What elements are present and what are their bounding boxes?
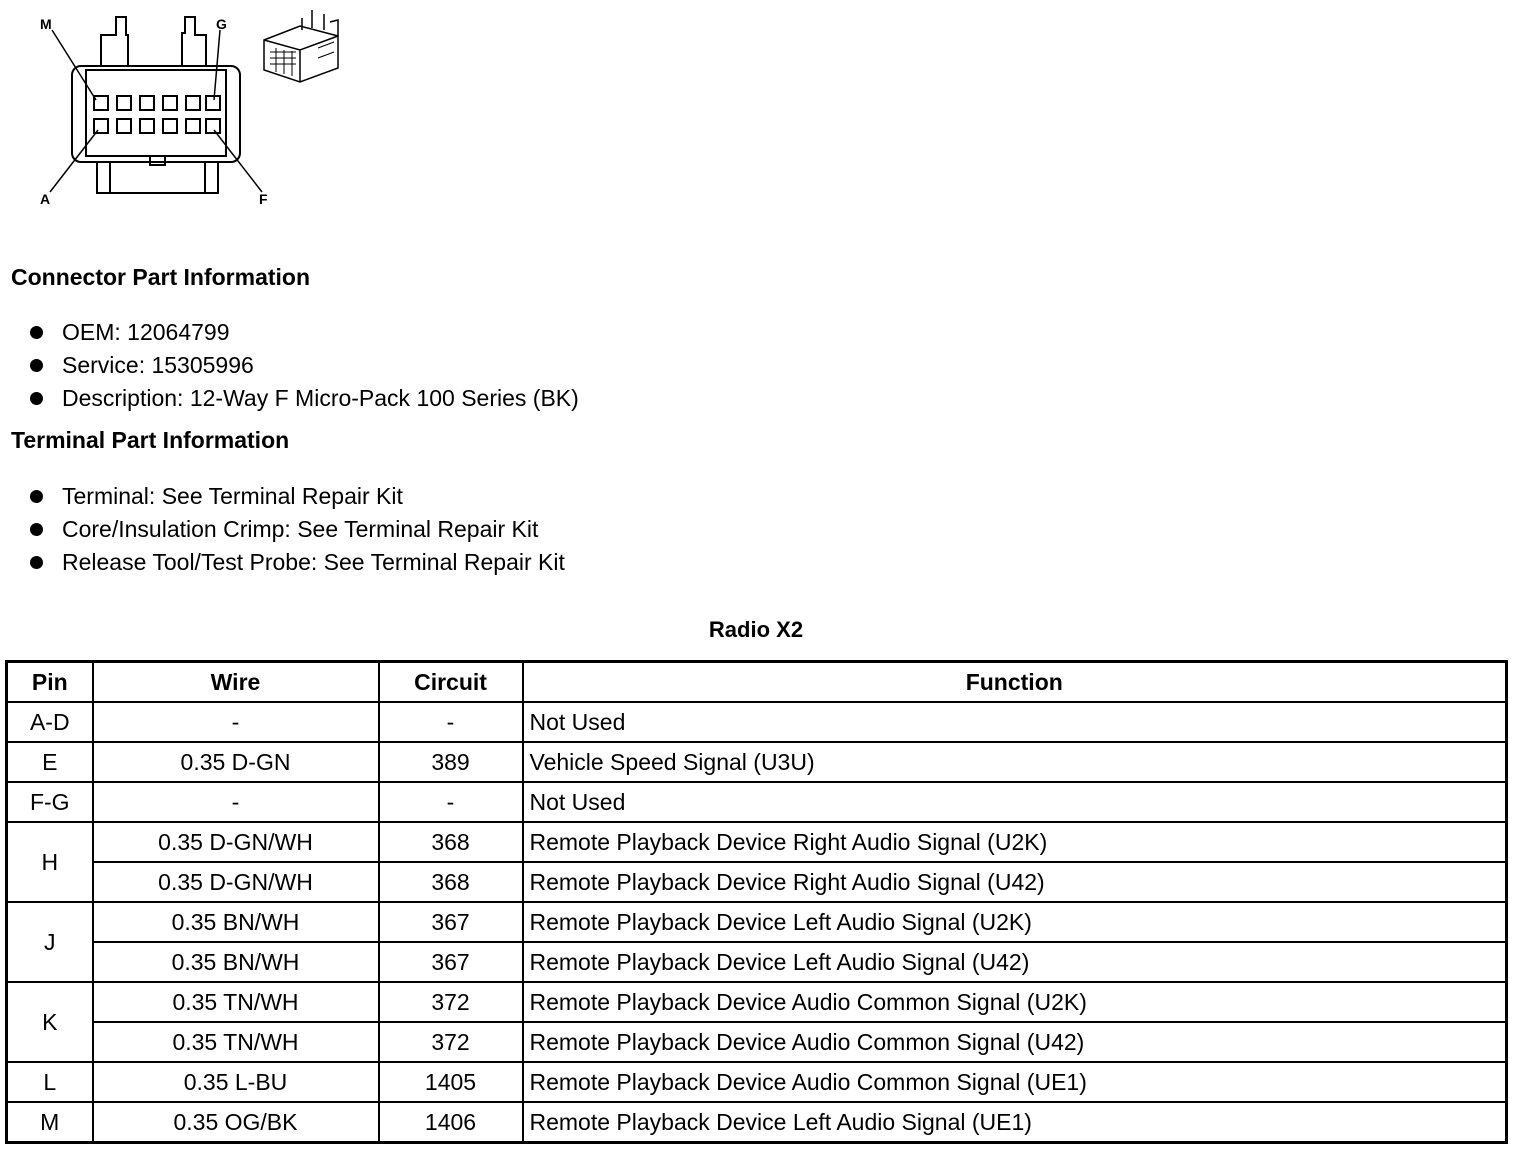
table-row [7,1102,1507,1143]
cell-pin: L [7,1062,93,1102]
cell-function: Remote Playback Device Left Audio Signal (UE1) [523,1102,1507,1143]
table-row [7,942,1507,982]
connector-section-title: Connector Part Information [11,264,311,290]
connector-diagram [0,0,380,225]
table-row [7,902,1507,942]
cell-circuit: 367 [379,942,523,982]
cell-function: Not Used [523,782,1507,822]
list-item: Core/Insulation Crimp: See Terminal Repair Kit [28,513,565,546]
table-title: Radio X2 [708,617,804,642]
cell-function: Vehicle Speed Signal (U3U) [523,742,1507,782]
header-function: Function [523,662,1507,703]
connector-isometric-view [264,10,338,82]
table-row [7,702,1507,742]
cell-function: Remote Playback Device Audio Common Signal (UE1) [523,1062,1507,1102]
cell-pin: J [7,902,93,982]
pin-cavities [94,96,220,133]
cell-circuit: 389 [379,742,523,782]
table-row [7,742,1507,782]
cell-pin: H [7,822,93,902]
list-item: Description: 12-Way F Micro-Pack 100 Series (BK) [28,382,579,415]
cell-wire: 0.35 TN/WH [93,1022,379,1062]
header-pin: Pin [7,662,93,703]
cell-pin: E [7,742,93,782]
pin-label-f: F [259,191,268,207]
bullet-icon [30,490,43,503]
pin-label-g: G [216,16,227,32]
table-row [7,1062,1507,1102]
cell-wire: 0.35 D-GN [93,742,379,782]
cell-circuit: - [379,702,523,742]
terminal-info-list [28,480,565,579]
list-item: Service: 15305996 [28,349,579,382]
table-row [7,1022,1507,1062]
bullet-icon [30,556,43,569]
cell-function: Remote Playback Device Right Audio Signal (U42) [523,862,1507,902]
cell-function: Remote Playback Device Audio Common Signal (U2K) [523,982,1507,1022]
list-item: Terminal: See Terminal Repair Kit [28,480,565,513]
pin-label-a: A [40,191,51,207]
cell-function: Remote Playback Device Right Audio Signal (U2K) [523,822,1507,862]
cell-wire: - [93,782,379,822]
cell-pin: K [7,982,93,1062]
pin-label-m: M [40,16,52,32]
header-wire: Wire [93,662,379,703]
bullet-icon [30,523,43,536]
connector-info-list [28,316,579,415]
cell-circuit: 1406 [379,1102,523,1143]
header-circuit: Circuit [379,662,523,703]
cell-circuit: 372 [379,1022,523,1062]
table-row [7,982,1507,1022]
cell-circuit: - [379,782,523,822]
cell-wire: 0.35 TN/WH [93,982,379,1022]
cell-wire: 0.35 L-BU [93,1062,379,1102]
cell-wire: 0.35 OG/BK [93,1102,379,1143]
pinout-table [5,660,1508,1144]
table-row [7,822,1507,862]
cell-circuit: 367 [379,902,523,942]
cell-pin: F-G [7,782,93,822]
cell-function: Remote Playback Device Left Audio Signal (U2K) [523,902,1507,942]
cell-wire: 0.35 D-GN/WH [93,822,379,862]
table-row [7,862,1507,902]
bullet-icon [30,359,43,372]
cell-wire: 0.35 BN/WH [93,942,379,982]
list-item: OEM: 12064799 [28,316,579,349]
cell-wire: 0.35 D-GN/WH [93,862,379,902]
cell-function: Not Used [523,702,1507,742]
cell-function: Remote Playback Device Left Audio Signal (U42) [523,942,1507,982]
cell-circuit: 1405 [379,1062,523,1102]
cell-pin: A-D [7,702,93,742]
cell-circuit: 368 [379,822,523,862]
cell-pin: M [7,1102,93,1143]
list-item: Release Tool/Test Probe: See Terminal Repair Kit [28,546,565,579]
table-row [7,782,1507,822]
terminal-section-title: Terminal Part Information [11,427,290,453]
cell-function: Remote Playback Device Audio Common Signal (U42) [523,1022,1507,1062]
cell-circuit: 368 [379,862,523,902]
table-header-row [7,662,1507,703]
bullet-icon [30,392,43,405]
cell-wire: 0.35 BN/WH [93,902,379,942]
bullet-icon [30,326,43,339]
cell-wire: - [93,702,379,742]
cell-circuit: 372 [379,982,523,1022]
